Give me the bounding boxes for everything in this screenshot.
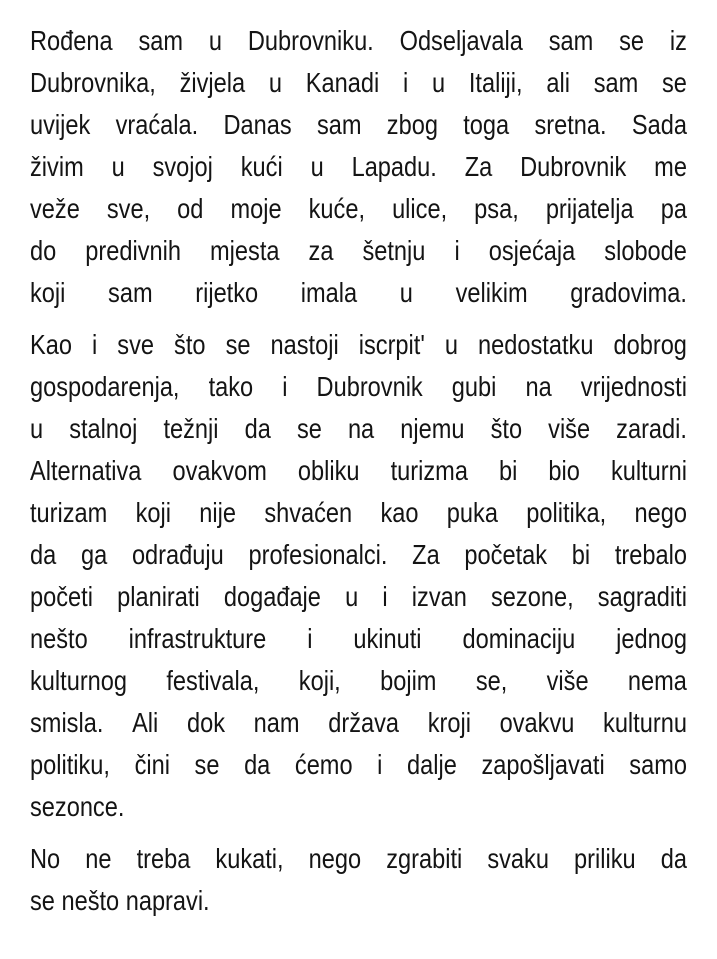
document-content [30,20,687,922]
text-line: Kao i sve što se nastoji iscrpit' u nedostatku dobrog [30,329,687,360]
text-line: No ne treba kukati, nego zgrabiti svaku priliku da [30,843,687,874]
paragraph [30,324,687,828]
text-line: smisla. Ali dok nam država kroji ovakvu kulturnu [30,707,687,738]
paragraph [30,20,687,314]
text-line: kulturnog festivala, koji, bojim se, više nema [30,665,687,696]
text-line: do predivnih mjesta za šetnju i osjećaja slobode [30,235,687,266]
text-line: u stalnoj težnji da se na njemu što više zaradi. [30,413,687,444]
text-line: koji sam rijetko imala u velikim gradovima. [30,277,687,308]
text-line: nešto infrastrukture i ukinuti dominaciju jednog [30,623,687,654]
text-line: Rođena sam u Dubrovniku. Odseljavala sam se iz [30,25,687,56]
text-line: početi planirati događaje u i izvan sezone, sagraditi [30,581,687,612]
text-line: politiku, čini se da ćemo i dalje zapošljavati samo [30,749,687,780]
text-line: veže sve, od moje kuće, ulice, psa, prijatelja pa [30,193,687,224]
text-line: turizam koji nije shvaćen kao puka politika, nego [30,497,687,528]
text-line: sezonce. [30,791,125,822]
text-line: Alternativa ovakvom obliku turizma bi bio kulturni [30,455,687,486]
text-line: Dubrovnika, živjela u Kanadi i u Italiji, ali sam se [30,67,687,98]
text-line: se nešto napravi. [30,885,210,916]
text-line: živim u svojoj kući u Lapadu. Za Dubrovnik me [30,151,687,182]
text-line: da ga odrađuju profesionalci. Za početak bi trebalo [30,539,687,570]
text-line: gospodarenja, tako i Dubrovnik gubi na vrijednosti [30,371,687,402]
paragraph [30,838,687,922]
text-line: uvijek vraćala. Danas sam zbog toga sretna. Sada [30,109,687,140]
